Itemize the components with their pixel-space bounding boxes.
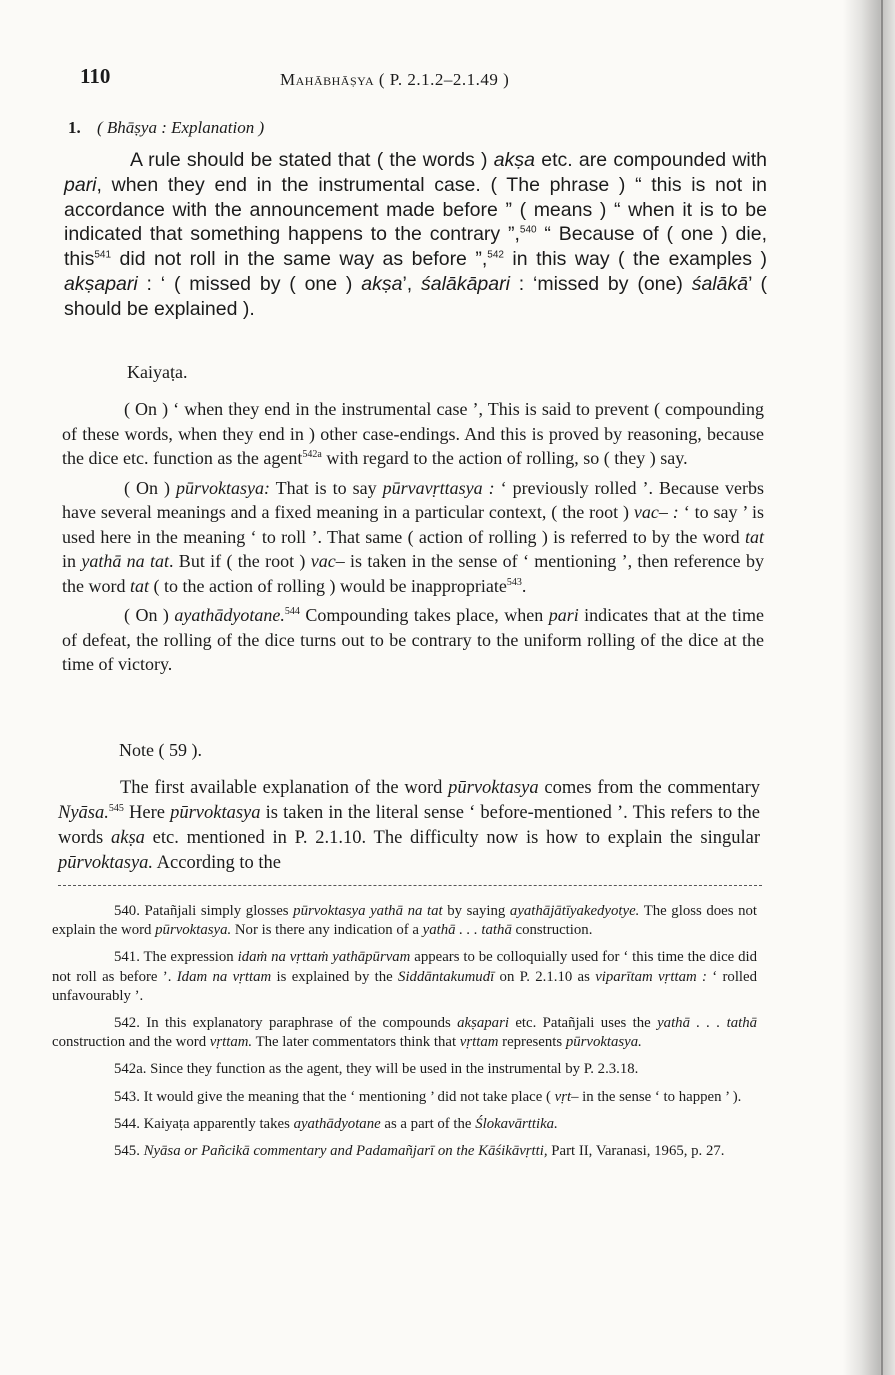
text-run: ‘ previously rolled ’. Because verbs have several meanings and a fixed meaning in a particular context, ( the root ) — [62, 477, 764, 522]
footnote-marker: 542 — [487, 249, 504, 261]
footnote-marker: 543 — [506, 576, 522, 588]
footnote — [52, 1142, 757, 1161]
page-edge-line — [881, 0, 883, 1375]
italic-term: vṛt– — [554, 1088, 579, 1105]
italic-term: Nyāsa. — [58, 803, 109, 823]
text-run: ‘ rolled unfavourably ’. — [52, 968, 758, 1004]
text-run: 542. In this explanatory paraphrase of the compounds — [114, 1015, 458, 1032]
text-run: ( On ) — [124, 477, 176, 498]
italic-term: vac– — [310, 551, 345, 571]
italic-term: pari — [548, 605, 579, 625]
text-run: in the sense ‘ to happen ’ ). — [578, 1088, 742, 1105]
footnote — [52, 1060, 757, 1079]
text-run: etc. mentioned in P. 2.1.10. The difficulty now is how to explain the singular — [144, 828, 760, 848]
text-run: ( On ) — [124, 605, 175, 625]
kaiyata-paragraph — [62, 603, 764, 677]
section-number: 1. — [68, 118, 81, 137]
footnote-marker: 540 — [519, 224, 537, 236]
text-run: in this way ( the examples ) — [503, 248, 767, 271]
italic-term: tat — [744, 526, 764, 547]
text-run: Here — [123, 803, 171, 823]
text-run: ’, — [402, 272, 422, 295]
text-run: 541. The expression — [114, 949, 238, 966]
note-heading: Note ( 59 ). — [119, 740, 202, 760]
running-head — [280, 70, 509, 90]
text-run: Part II, Varanasi, 1965, p. 27. — [547, 1143, 725, 1160]
text-run: comes from the commentary — [538, 778, 760, 798]
italic-term: pūrvoktasya — [170, 803, 261, 823]
text-run: The first available explanation of the word — [120, 778, 449, 798]
italic-term: pūrvavṛttasya : — [382, 477, 495, 498]
italic-term: idaṁ na vṛttaṁ yathāpūrvam — [237, 949, 411, 966]
text-run: in — [62, 551, 82, 571]
bhasya-translation — [64, 148, 767, 322]
text-run: Compounding takes place, when — [299, 605, 549, 625]
italic-term: ayathādyotane — [293, 1115, 381, 1132]
text-run: did not roll in the same way as before ”, — [111, 248, 488, 271]
text-run: . But if ( the root ) — [168, 551, 311, 571]
page-gutter-shadow — [843, 0, 895, 1375]
italic-term: Siddāntakumudī — [398, 968, 495, 985]
text-run: construction and the word — [52, 1034, 210, 1051]
text-run: That is to say — [269, 477, 383, 498]
footnote-marker: 545 — [108, 802, 124, 814]
text-run: The gloss does not explain the word — [52, 903, 757, 939]
text-run: : ‘ ( missed by ( one ) — [137, 272, 362, 295]
kaiyata-paragraph — [62, 476, 764, 599]
text-run: 540. Patañjali simply glosses — [114, 903, 294, 919]
note-paragraph — [58, 776, 760, 876]
kaiyata-paragraph — [62, 397, 764, 471]
text-run: 545. — [114, 1143, 144, 1160]
italic-term: viparītam vṛttam : — [595, 968, 707, 985]
text-run: ( On ) ‘ when they end in the instrumental case ’, This is said to prevent ( compounding of these words, when they end in ) other case-endings. And this is proved by reasoning, because the dice etc. function as the agent — [62, 399, 764, 468]
text-run: on P. 2.1.10 as — [494, 968, 596, 985]
italic-term: Idam na vṛttam — [176, 968, 272, 985]
italic-term: akṣapari — [457, 1015, 509, 1032]
italic-term: pūrvoktasya. — [565, 1034, 642, 1051]
italic-term: akṣapari — [64, 272, 138, 295]
text-run: with regard to the action of rolling, so ( they ) say. — [321, 448, 688, 468]
italic-term: pūrvoktasya — [448, 778, 539, 798]
section-title: ( Bhāṣya : Explanation ) — [97, 118, 265, 137]
footnote — [52, 948, 757, 1006]
italic-term: śalākāpari — [421, 272, 510, 295]
italic-term: tat — [129, 575, 149, 596]
italic-term: yathā . . . tathā — [657, 1015, 757, 1032]
italic-term: Ślokavārttika. — [475, 1115, 558, 1132]
text-run: etc. are compounded with — [534, 149, 767, 171]
italic-term: śalākā — [691, 272, 749, 295]
page-number: 110 — [80, 64, 111, 88]
text-run: A rule should be stated that ( the words ) — [130, 149, 494, 171]
text-run: as a part of the — [380, 1115, 476, 1132]
text-run: indicates that at the time of defeat, the rolling of the dice turns out to be contrary to the uniform rolling of the dice at the time of victory. — [62, 605, 764, 674]
text-run: Nor is there any indication of a — [231, 922, 423, 939]
italic-term: yathā . . . tathā — [422, 922, 512, 939]
italic-term: akṣa — [110, 828, 145, 848]
text-run: ‘ to say ’ is used here in the meaning ‘ to roll ’. That same ( action of rolling ) is referred to by the word — [62, 502, 764, 547]
kaiyata-heading: Kaiyaṭa. — [127, 362, 188, 382]
italic-term: ayathājātīyakedyotye. — [509, 903, 640, 919]
italic-term: pūrvoktasya. — [58, 853, 154, 873]
italic-term: akṣa — [493, 149, 535, 171]
italic-term: pari — [64, 173, 97, 196]
bhasya-paragraph — [64, 148, 767, 322]
text-run: : ‘missed by (one) — [509, 272, 692, 295]
page-header — [80, 64, 780, 94]
footnotes — [52, 902, 757, 1169]
text-run: , when they end in the instrumental case. ( The phrase ) “ this is not in accordance with the announcement made before ” ( means ) “ when it is to be indicated that something happens to the contrary ”, — [64, 173, 767, 246]
text-run: 542a. Since they function as the agent, they will be used in the instrumental by P. 2.3.18. — [114, 1061, 639, 1078]
footnote — [52, 1088, 757, 1107]
text-run: is taken in the literal sense ‘ before-mentioned ’. This refers to the words — [58, 803, 760, 848]
text-run: construction. — [511, 922, 593, 939]
text-run: ( to the action of rolling ) would be inappropriate — [149, 575, 507, 596]
text-run: 544. Kaiyaṭa apparently takes — [114, 1115, 294, 1132]
text-run: The later commentators think that — [252, 1034, 460, 1051]
footnote — [52, 1014, 757, 1052]
text-run: . — [521, 575, 527, 596]
italic-term: vac– : — [633, 502, 679, 522]
text-run: represents — [498, 1034, 566, 1051]
footnote-marker: 542a — [302, 449, 322, 460]
text-run: “ Because of ( one ) die, this — [64, 223, 767, 271]
italic-term: vṛttam — [459, 1034, 499, 1051]
running-head-title: Mahābhāṣya — [280, 70, 375, 89]
footnote — [52, 902, 757, 940]
text-run: 543. It would give the meaning that the ‘ mentioning ’ did not take place ( — [114, 1088, 555, 1105]
text-run: ’ ( should be explained ). — [64, 272, 767, 320]
text-run: appears to be colloquially used for ‘ this time the dice did not roll as before ’. — [52, 949, 758, 985]
footnote-marker: 544 — [284, 606, 300, 617]
text-run: is taken in the sense of ‘ mentioning ’, then reference by the word — [62, 551, 764, 596]
italic-term: pūrvoktasya yathā na tat — [293, 903, 443, 919]
italic-term: pūrvoktasya. — [155, 922, 232, 939]
italic-term: pūrvoktasya: — [175, 477, 270, 498]
text-run: According to the — [153, 853, 281, 873]
italic-term: Nyāsa or Pañcikā commentary and Padamañjarī on the Kāśikāvṛtti, — [143, 1143, 548, 1160]
text-run: is explained by the — [271, 968, 399, 985]
footnote-marker: 541 — [94, 249, 112, 261]
section-heading — [68, 118, 264, 138]
text-run: by saying — [442, 903, 510, 919]
footnote — [52, 1115, 757, 1134]
text-run: etc. Patañjali uses the — [508, 1015, 658, 1032]
running-head-reference: ( P. 2.1.2–2.1.49 ) — [374, 70, 510, 89]
italic-term: yathā na tat — [81, 551, 169, 571]
italic-term: akṣa — [361, 272, 403, 295]
kaiyata-commentary — [62, 397, 764, 682]
footnote-separator — [58, 885, 762, 886]
italic-term: vṛttam. — [209, 1034, 253, 1051]
italic-term: ayathādyotane. — [174, 605, 285, 625]
note-body — [58, 776, 760, 876]
